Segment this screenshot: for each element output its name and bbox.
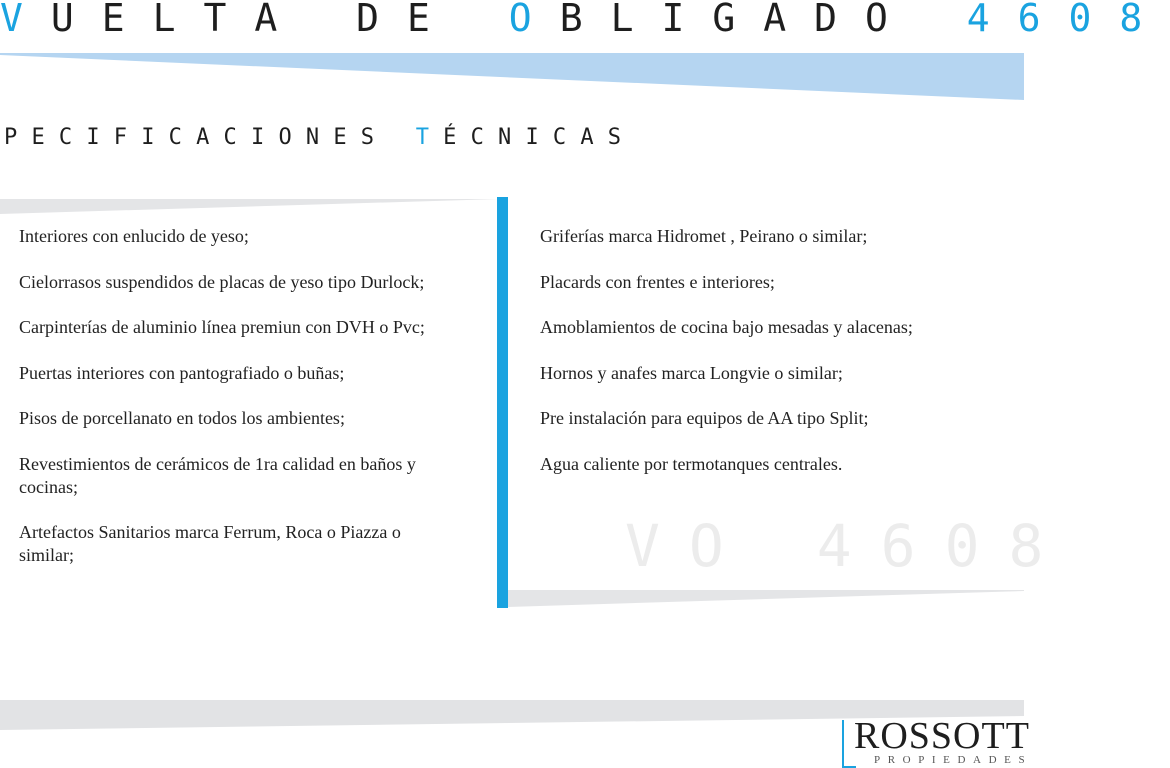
spec-item: Cielorrasos suspendidos de placas de yeso tipo Durlock; bbox=[19, 271, 425, 292]
section-heading bbox=[4, 124, 635, 152]
subtitle-segment: ÉCNICAS bbox=[443, 125, 636, 150]
title-segment: V bbox=[0, 0, 51, 40]
title-segment: UELTA DE bbox=[50, 0, 509, 40]
spec-item: Hornos y anafes marca Longvie o similar; bbox=[540, 362, 843, 383]
spec-item: Amoblamientos de cocina bajo mesadas y alacenas; bbox=[540, 317, 913, 337]
spec-item: Revestimientos de cerámicos de 1ra calidad en baños y cocinas; bbox=[19, 453, 416, 497]
spec-item: Puertas interiores con pantografiado o buñas; bbox=[19, 362, 345, 383]
specs-list-left bbox=[19, 225, 459, 590]
title-segment: O bbox=[508, 0, 560, 40]
specs-list-right bbox=[540, 225, 990, 498]
page-title bbox=[0, 0, 1170, 40]
vertical-accent-bar bbox=[497, 197, 508, 608]
logo-tagline: PROPIEDADES bbox=[874, 754, 1033, 766]
left-gray-wedge bbox=[0, 199, 500, 214]
spec-item: Griferías marca Hidromet , Peirano o similar; bbox=[540, 226, 868, 246]
right-gray-wedge bbox=[508, 590, 1024, 607]
title-segment: BLIGADO bbox=[559, 0, 967, 40]
spec-item: Artefactos Sanitarios marca Ferrum, Roca o Piazza o similar; bbox=[19, 522, 401, 565]
title-segment: 4608 bbox=[966, 0, 1170, 40]
spec-item: Carpinterías de aluminio línea premiun con DVH o Pvc; bbox=[19, 317, 425, 337]
spec-item: Pre instalación para equipos de AA tipo Split; bbox=[540, 408, 869, 428]
spec-item: Placards con frentes e interiores; bbox=[540, 271, 775, 292]
spec-item: Agua caliente por termotanques centrales. bbox=[540, 453, 843, 474]
top-blue-band bbox=[0, 53, 1024, 100]
company-logo bbox=[842, 714, 1033, 768]
spec-item: Pisos de porcellanato en todos los ambientes; bbox=[19, 408, 345, 428]
subtitle-segment: T bbox=[415, 125, 444, 150]
logo-name: ROSSOTT bbox=[854, 715, 1030, 757]
spec-item: Interiores con enlucido de yeso; bbox=[19, 226, 249, 246]
watermark-text: VO 4608 bbox=[625, 512, 1073, 580]
subtitle-segment: PECIFICACIONES bbox=[4, 125, 416, 150]
